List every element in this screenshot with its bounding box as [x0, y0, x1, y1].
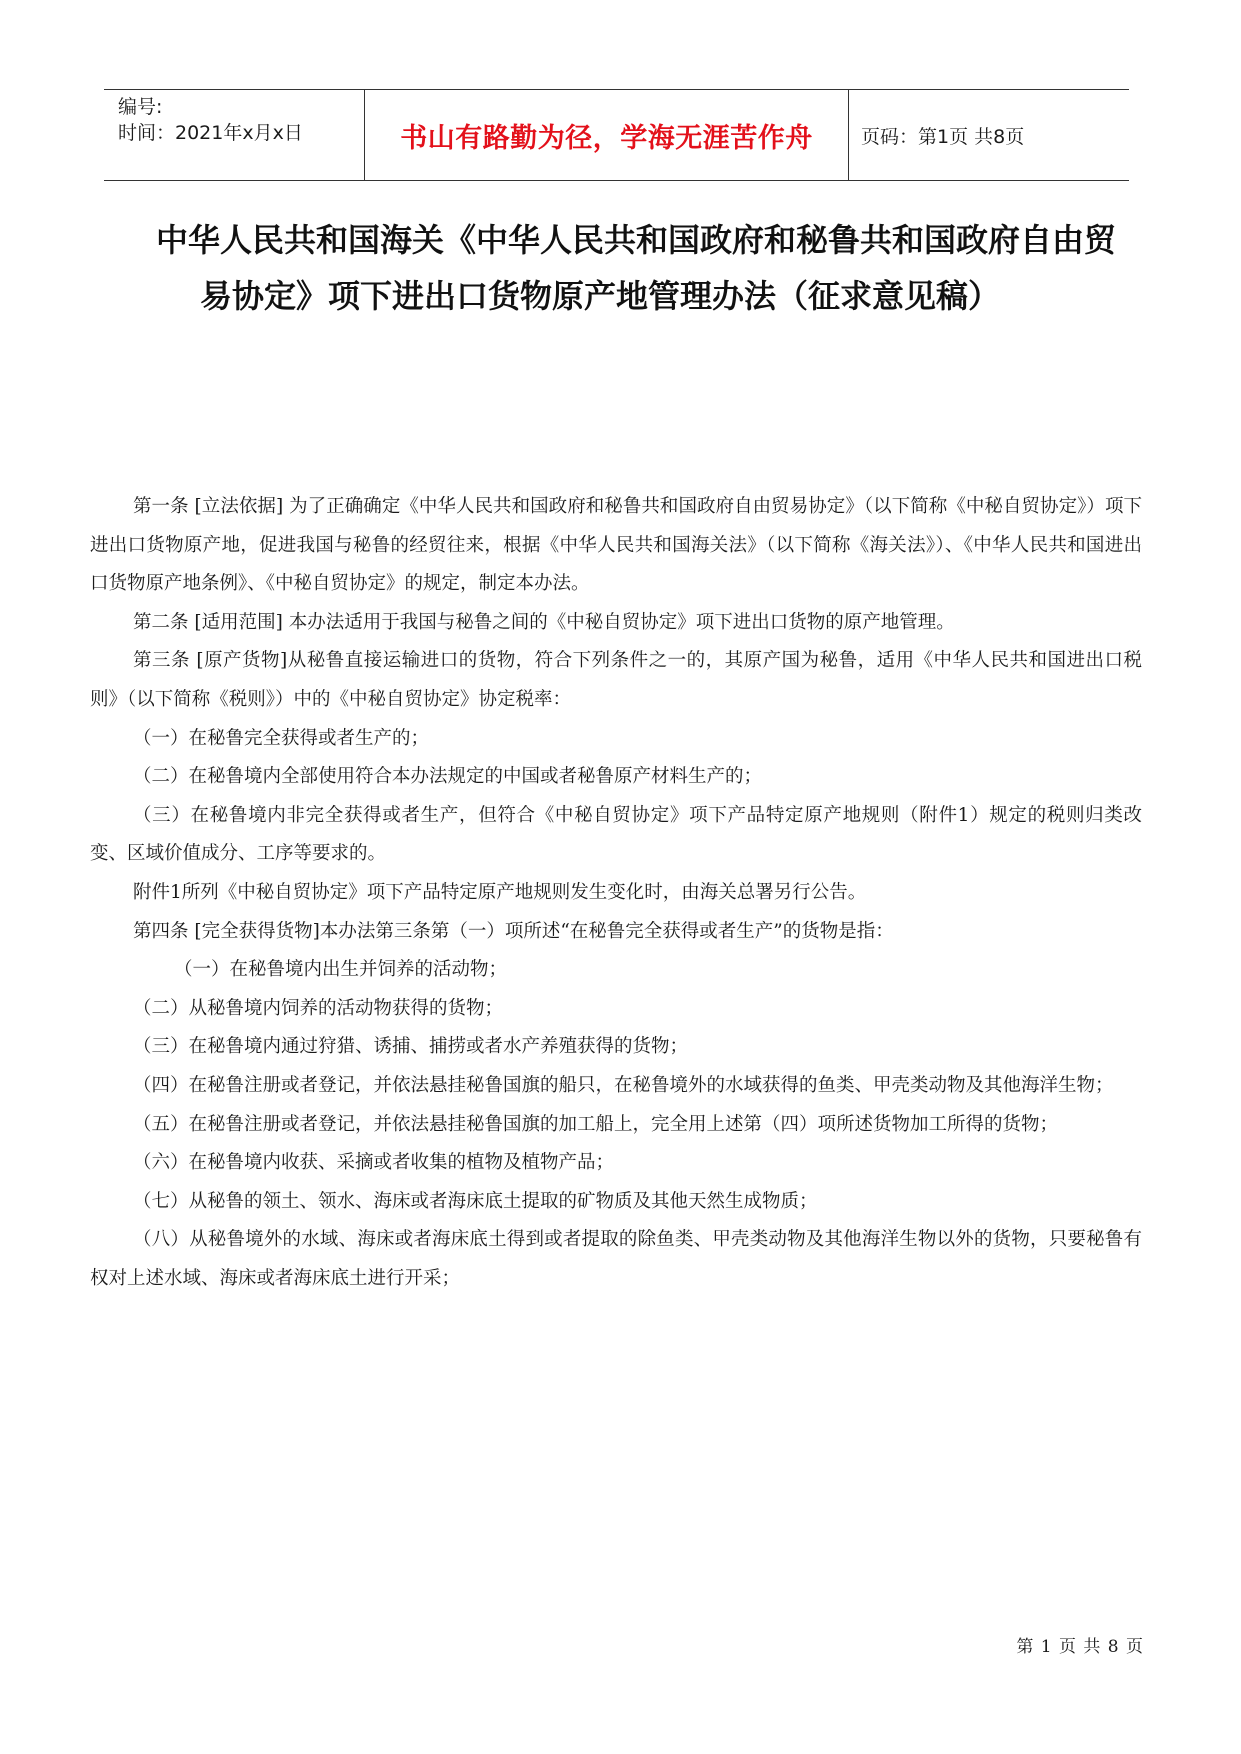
article-4-item-5: （五）在秘鲁注册或者登记，并依法悬挂秘鲁国旗的加工船上，完全用上述第（四）项所述货物加工所得的货物； [133, 1113, 1059, 1135]
document-body [90, 488, 1142, 1298]
document-title [130, 212, 1140, 324]
document-title-line-2: 易协定》项下进出口货物原产地管理办法（征求意见稿） [200, 277, 1001, 315]
page-footer: 第 1 页 共 8 页 [1016, 1637, 1144, 1657]
article-4-item-8: （八）从秘鲁境外的水域、海床或者海床底土得到或者提取的除鱼类、甲壳类动物及其他海洋生物以外的货物，只要秘鲁有权对上述水域、海床或者海床底土进行开采； [90, 1229, 1142, 1289]
article-4-paragraph: 第四条 [完全获得货物]本办法第三条第（一）项所述“在秘鲁完全获得或者生产”的货物是指： [133, 920, 894, 942]
document-number-label: 编号: [118, 96, 163, 118]
annex-note-paragraph: 附件1所列《中秘自贸协定》项下产品特定原产地规则发生变化时，由海关总署另行公告。 [133, 881, 867, 903]
article-2-paragraph: 第二条 [适用范围] 本办法适用于我国与秘鲁之间的《中秘自贸协定》项下进出口货物的原产地管理。 [133, 611, 955, 633]
header-meta-cell [104, 90, 365, 180]
article-3-item-2: （二）在秘鲁境内全部使用符合本办法规定的中国或者秘鲁原产材料生产的； [133, 766, 763, 788]
article-1-paragraph: 第一条 [立法依据] 为了正确确定《中华人民共和国政府和秘鲁共和国政府自由贸易协定》（以下简称《中秘自贸协定》）项下进出口货物原产地，促进我国与秘鲁的经贸往来，根据《中华人民共和国海关法》（以下简称《海关法》）、《中华人民共和国进出口货物原产地条例》、《中秘自贸协定》的规定，制定本办法。 [90, 496, 1142, 595]
article-4-item-2: （二）从秘鲁境内饲养的活动物获得的货物； [133, 997, 504, 1019]
article-3-item-3: （三）在秘鲁境内非完全获得或者生产，但符合《中秘自贸协定》项下产品特定原产地规则（附件1）规定的税则归类改变、区域价值成分、工序等要求的。 [90, 804, 1142, 865]
header-page-cell [849, 90, 1129, 180]
document-time-label: 时间：2021年x月x日 [118, 122, 303, 144]
document-header-table [104, 89, 1129, 181]
article-4-item-1: （一）在秘鲁境内出生并饲养的活动物； [174, 959, 508, 981]
header-page-label: 页码：第1页 共8页 [861, 125, 1025, 148]
article-4-item-3: （三）在秘鲁境内通过狩猎、诱捕、捕捞或者水产养殖获得的货物； [133, 1036, 689, 1058]
article-4-item-4: （四）在秘鲁注册或者登记，并依法悬挂秘鲁国旗的船只，在秘鲁境外的水域获得的鱼类、甲壳类动物及其他海洋生物； [133, 1074, 1114, 1096]
header-motto-cell [365, 90, 849, 180]
document-title-line-1: 中华人民共和国海关《中华人民共和国政府和秘鲁共和国政府自由贸 [156, 221, 1117, 259]
article-4-item-6: （六）在秘鲁境内收获、采摘或者收集的植物及植物产品； [133, 1152, 615, 1174]
article-3-paragraph: 第三条 [原产货物]从秘鲁直接运输进口的货物，符合下列条件之一的，其原产国为秘鲁，适用《中华人民共和国进出口税则》（以下简称《税则》）中的《中秘自贸协定》协定税率： [90, 650, 1142, 710]
motto-text: 书山有路勤为径，学海无涯苦作舟 [400, 122, 813, 154]
article-4-item-7: （七）从秘鲁的领土、领水、海床或者海床底土提取的矿物质及其他天然生成物质； [133, 1190, 818, 1212]
article-3-item-1: （一）在秘鲁完全获得或者生产的； [133, 727, 430, 749]
